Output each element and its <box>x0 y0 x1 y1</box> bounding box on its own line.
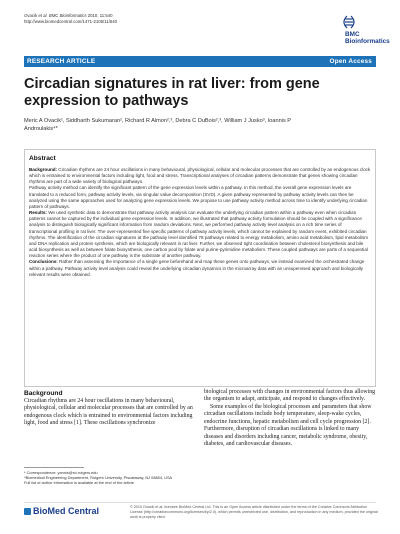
logo-line1: BMC <box>345 31 360 38</box>
background-label: Background: <box>29 167 58 172</box>
conclusions-text: Rather than assessing the importance of a single gene beforehand and map these genes onto pathways, we instead examined the orchestrated change within a pathway. Pathway activity level analysis could reveal the underlying circadian dynamics in the microarray data with an unsupervised approach and biologically relevant results were obtained. <box>29 259 365 277</box>
correspondence-line: * Correspondence: yannis@rci.rutgers.edu <box>24 470 98 475</box>
author-info-line: Full list of author information is available at the end of the article <box>24 480 134 486</box>
author-list: Meric A Ovacik¹, Siddharth Sukumaran², Richard R Almon²,³, Debra C DuBois²,³, William J Jusko³, Ioannis P Androulakis⁴* <box>24 118 291 132</box>
abstract-conclusions <box>29 259 371 277</box>
abstract-results <box>29 210 371 259</box>
logo-line2: Bioinformatics <box>345 38 390 45</box>
abstract-heading: Abstract <box>29 155 56 162</box>
abstract-box <box>24 149 376 387</box>
results-label: Results: <box>29 210 47 216</box>
body-right-paragraph-2: Some examples of the biological processes and parameters that show circadian oscillations include body temperature, sleep-wake cycles, endocrine functions, hepatic metabolism and cell cycle progression [2]. Furthermore, disruption of circadian oscillations is linked to many diseases and disorders including cancer, metabolic syndrome, obesity, diabetes, and cardiovascular diseases. <box>204 403 372 448</box>
conclusions-label: Conclusions: <box>29 259 58 265</box>
biomed-central-logo <box>24 506 99 516</box>
footnote-divider <box>24 467 84 468</box>
body-right-paragraph-1: biological processes with changes in environmental factors thus allowing the organism to adapt, anticipate, and respond to changes effectively. <box>204 389 376 403</box>
citation-rest: 2010, 11:540 <box>86 13 113 18</box>
abstract-background <box>29 167 371 185</box>
background-section-heading: Background <box>24 390 63 397</box>
running-head <box>24 13 117 24</box>
journal-logo-text <box>345 31 390 45</box>
article-title: Circadian signatures in rat liver: from gene expression to pathways <box>24 76 320 109</box>
biomed-central-logo-icon <box>24 508 31 515</box>
publisher-logo-text: BioMed Central <box>33 506 100 516</box>
citation-line <box>24 13 117 19</box>
open-access-label: Open Access <box>329 58 372 65</box>
article-url[interactable]: http://www.biomedcentral.com/1471-2105/11/540 <box>24 18 118 24</box>
body-right-column <box>204 389 376 449</box>
article-type-banner <box>24 56 376 67</box>
background-text: Circadian rhythms are 24 hour oscillations in many behavioural, physiological, cellular and molecular processes that are controlled by an endogenous clock which is entrained to environmental factors including light, food and stress. Transcriptional analyses of circadian patterns demonstrate that genes showing circadian rhythms are part of a wide variety of biological pathways. <box>29 167 371 185</box>
citation-journal: Ovacik et al. BMC Bioinformatics <box>24 13 87 18</box>
article-type-label: RESEARCH ARTICLE <box>27 58 96 65</box>
affiliation-line: ⁴Biomedical Engineering Department, Rutgers University, Piscataway, NJ 08854, USA <box>24 475 173 481</box>
abstract-methods: Pathway activity method can identify the significant pattern of the gene expression levels within a pathway. In this method, the overall gene expression levels are translated to a reduced form, pathway activity levels, via singular value decomposition (SVD). A given pathway represented by pathway activity levels can then be analyzed using the same approaches used for analyzing gene expression levels. We propose to use pathway activity method across time to identify underlying circadian pattern of pathways. <box>29 185 368 209</box>
footnote <box>24 470 194 486</box>
footer-divider <box>24 502 376 503</box>
body-left-column: Circadian rhythms are 24 hour oscillations in many behavioural, physiological, cellular and molecular processes that are controlled by an endogenous clock which is entrained to environmental factors including light, food and stress [1]. These oscillations synchronize <box>24 398 193 427</box>
copyright-notice: © 2010 Ovacik et al; licensee BioMed Central Ltd. This is an Open Access article distributed under the terms of the Creative Commons Attribution License (http://creativecommons.org/licenses/by/2.0), which permits unrestricted use, distribution, and reproduction in any medium, provided the original work is properly cited. <box>130 505 378 519</box>
results-text: We used synthetic data to demonstrate that pathway activity analysis can evaluate the underlying circadian pattern within a pathway even when circadian patterns cannot be captured by the individual gene expression levels. In addition, we illustrated that pathway activity formulation should be coupled with a significance analysis to distinguish biologically significant information from random deviations. Next, we performed pathway activity level analysis on a rich time series of transcriptional profiling in rat liver. The over-represented five specific patterns of pathway activity levels, which cannot be explained by random event, exhibited circadian rhythms. The identification of the circadian signatures at the pathway level identified 78 pathways related to energy metabolism, amino acid metabolism, lipid metabolism and DNA replication and protein synthesis, which are biologically relevant in rat liver. Further, we observed tight coordination between cholesterol biosynthesis and bile acid biosynthesis as well as between folate biosynthesis, one carbon pool by folate and purine-pyrimidine metabolism. These coupled pathways are parts of a sequential reaction series where the product of one pathway is the substrate of another pathway. <box>29 210 369 259</box>
